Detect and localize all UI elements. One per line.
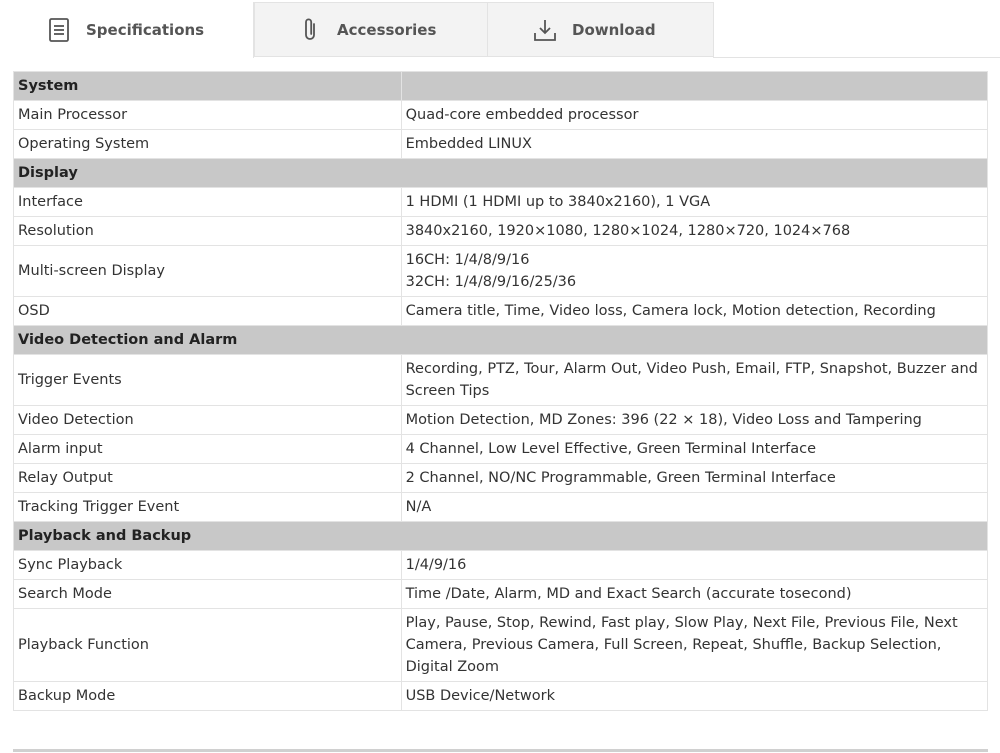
spec-key: Trigger Events [14, 355, 402, 406]
table-row [14, 406, 988, 435]
spec-key: Backup Mode [14, 682, 402, 711]
table-row [14, 246, 988, 297]
table-row [14, 464, 988, 493]
section-filler [401, 72, 987, 101]
spec-value: Quad-core embedded processor [401, 101, 987, 130]
specifications-table [13, 71, 988, 711]
section-title: Video Detection and Alarm [14, 326, 988, 355]
tab-bar [0, 0, 1000, 58]
tab-label: Download [572, 20, 656, 39]
tab-accessories[interactable] [254, 2, 488, 57]
table-row [14, 551, 988, 580]
spec-value [401, 246, 987, 297]
tab-bar-divider [713, 57, 1000, 58]
section-header-video-detection [14, 326, 988, 355]
spec-value: Camera title, Time, Video loss, Camera lock, Motion detection, Recording [401, 297, 987, 326]
section-title: Display [14, 159, 988, 188]
spec-key: Search Mode [14, 580, 402, 609]
spec-key: Tracking Trigger Event [14, 493, 402, 522]
spec-key: OSD [14, 297, 402, 326]
spec-key: Multi-screen Display [14, 246, 402, 297]
spec-key: Alarm input [14, 435, 402, 464]
spec-key: Main Processor [14, 101, 402, 130]
spec-value: Play, Pause, Stop, Rewind, Fast play, Slow Play, Next File, Previous File, Next Camera, Previous Camera, Full Screen, Repeat, Shuffle, Backup Selection, Digital Zoom [401, 609, 987, 682]
spec-value: 1 HDMI (1 HDMI up to 3840x2160), 1 VGA [401, 188, 987, 217]
section-header-display [14, 159, 988, 188]
spec-key: Relay Output [14, 464, 402, 493]
section-header-system [14, 72, 988, 101]
table-row [14, 297, 988, 326]
spec-key: Sync Playback [14, 551, 402, 580]
table-row [14, 130, 988, 159]
tab-specifications[interactable] [0, 2, 254, 58]
spec-value: 4 Channel, Low Level Effective, Green Terminal Interface [401, 435, 987, 464]
table-row [14, 493, 988, 522]
spec-value: 1/4/9/16 [401, 551, 987, 580]
table-row [14, 188, 988, 217]
spec-value: Embedded LINUX [401, 130, 987, 159]
spec-key: Operating System [14, 130, 402, 159]
section-header-playback [14, 522, 988, 551]
spec-key: Playback Function [14, 609, 402, 682]
spec-key: Resolution [14, 217, 402, 246]
table-row [14, 435, 988, 464]
spec-key: Video Detection [14, 406, 402, 435]
table-row [14, 101, 988, 130]
spec-value: 3840x2160, 1920×1080, 1280×1024, 1280×720, 1024×768 [401, 217, 987, 246]
table-row [14, 609, 988, 682]
section-title: Playback and Backup [14, 522, 988, 551]
table-row [14, 355, 988, 406]
document-icon [46, 17, 72, 43]
paperclip-icon [297, 17, 323, 43]
spec-value: N/A [401, 493, 987, 522]
tab-download[interactable] [487, 2, 714, 57]
spec-value: 2 Channel, NO/NC Programmable, Green Terminal Interface [401, 464, 987, 493]
spec-value: Recording, PTZ, Tour, Alarm Out, Video Push, Email, FTP, Snapshot, Buzzer and Screen Tips [401, 355, 987, 406]
table-row [14, 217, 988, 246]
spec-key: Interface [14, 188, 402, 217]
table-row [14, 580, 988, 609]
spec-value-line: 16CH: 1/4/8/9/16 [405, 252, 530, 268]
tab-label: Specifications [86, 21, 205, 39]
section-title: System [14, 72, 402, 101]
spec-value: Motion Detection, MD Zones: 396 (22 × 18), Video Loss and Tampering [401, 406, 987, 435]
tab-label: Accessories [337, 20, 437, 39]
spec-value: Time /Date, Alarm, MD and Exact Search (accurate tosecond) [401, 580, 987, 609]
table-bottom-border [13, 749, 988, 752]
download-icon [532, 17, 558, 43]
table-row [14, 682, 988, 711]
spec-value: USB Device/Network [401, 682, 987, 711]
spec-value-line: 32CH: 1/4/8/9/16/25/36 [405, 274, 577, 290]
